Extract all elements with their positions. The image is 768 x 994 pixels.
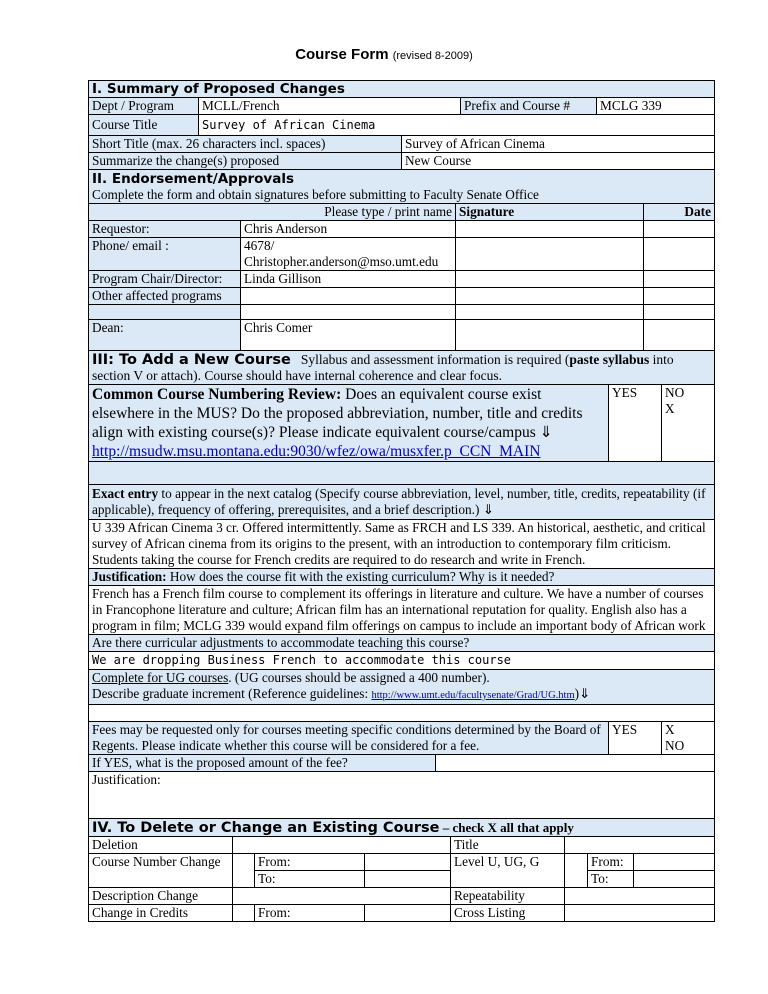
endorsement-instruction: Complete the form and obtain signatures before submitting to Faculty Senate Office (92, 187, 539, 202)
section-summary (88, 80, 715, 136)
description-change-checkbox[interactable] (233, 888, 451, 905)
course-number-change-label: Course Number Change (89, 854, 233, 888)
grad-end: )⇓ (574, 686, 591, 701)
fees-section (88, 721, 715, 819)
grad-text: Describe graduate increment (Reference guidelines: (92, 686, 372, 701)
chair-signature[interactable] (456, 271, 644, 288)
exact-entry-text: to appear in the next catalog (Specify course abbreviation, level, number, title, credits, repeatability (if applicable), frequency of offering, prerequisites, and a brief description.) ⇓ (92, 486, 706, 517)
ccn-question (89, 385, 609, 462)
section-1-heading: I. Summary of Proposed Changes (89, 81, 715, 98)
title-checkbox[interactable] (565, 837, 715, 854)
ug-link-text: Complete for UG courses (92, 670, 229, 685)
requestor-date[interactable] (644, 221, 715, 238)
grad-increment-field[interactable] (89, 705, 715, 722)
level-from-field[interactable] (634, 854, 714, 871)
phone-value: 4678/ (244, 238, 275, 253)
prefix-label: Prefix and Course # (461, 98, 597, 115)
signature-column-header: Signature (456, 204, 644, 221)
section-3-heading: III: To Add a New Course (92, 352, 291, 368)
requestor-field[interactable]: Chris Anderson (241, 221, 456, 238)
cross-listing-checkbox[interactable] (565, 905, 715, 922)
other-programs-signature[interactable] (456, 288, 644, 305)
ug-prompt (89, 670, 715, 705)
dean-field[interactable]: Chris Comer (241, 320, 456, 351)
fee-amount-question: If YES, what is the proposed amount of the fee? (89, 755, 436, 772)
requestor-signature[interactable] (456, 221, 644, 238)
course-number-to-field[interactable] (365, 871, 450, 887)
section-summary-2 (88, 135, 715, 170)
requestor-label: Requestor: (89, 221, 241, 238)
repeatability-label: Repeatability (451, 888, 565, 905)
phone-field[interactable] (241, 238, 456, 271)
section-new-course (88, 350, 715, 722)
dept-label: Dept / Program (89, 98, 199, 115)
adjustment-field[interactable]: We are dropping Business French to accommodate this course (89, 652, 715, 670)
name-column-header: Please type / print name (89, 204, 456, 221)
page-title (0, 46, 768, 63)
credits-checkbox[interactable] (233, 905, 255, 922)
adjustment-question: Are there curricular adjustments to accommodate teaching this course? (89, 635, 715, 652)
repeatability-checkbox[interactable] (565, 888, 715, 905)
phone-signature[interactable] (456, 238, 644, 271)
dean-signature[interactable] (456, 320, 644, 351)
dean-date[interactable] (644, 320, 715, 351)
grad-link[interactable]: http://www.umt.edu/facultysenate/Grad/UG.htm (371, 690, 575, 701)
course-number-from-field[interactable] (365, 854, 450, 871)
course-number-checkbox[interactable] (233, 854, 255, 888)
section-4-note: – check X all that apply (439, 820, 574, 835)
fees-no-mark: X (665, 722, 675, 737)
deletion-checkbox[interactable] (233, 837, 451, 854)
ccn-no-mark: X (665, 401, 675, 416)
section-3-note-bold: paste syllabus (569, 352, 650, 367)
chair-field[interactable]: Linda Gillison (241, 271, 456, 288)
course-form (88, 80, 714, 922)
fee-justification-label: Justification: (92, 772, 161, 787)
ccn-answer-field[interactable] (89, 462, 715, 485)
title-label: Title (451, 837, 565, 854)
exact-entry-prompt (89, 485, 715, 520)
course-title-field[interactable]: Survey of African Cinema (199, 115, 715, 136)
fee-justification-field[interactable] (89, 772, 715, 819)
date-column-header: Date (644, 204, 715, 221)
fee-amount-field[interactable] (436, 755, 715, 772)
prefix-field[interactable]: MCLG 339 (597, 98, 715, 115)
ccn-link[interactable]: http://msudw.msu.montana.edu:9030/wfez/owa/musxfer.p_CCN_MAIN (92, 443, 541, 460)
fees-no-label: NO (665, 738, 685, 753)
phone-date[interactable] (644, 238, 715, 271)
exact-entry-field[interactable]: U 339 African Cinema 3 cr. Offered intermittently. Same as FRCH and LS 339. An historical, aesthetic, and critical survey of African cinema from its origins to the present, with an introduction to contemporary film criticism. Students taking the course for French credits are required to do research and write in French. (89, 520, 715, 569)
other-programs-date[interactable] (644, 288, 715, 305)
short-title-field[interactable]: Survey of African Cinema (402, 136, 715, 153)
section-change-course (88, 818, 715, 922)
phone-label: Phone/ email : (89, 238, 241, 271)
description-change-label: Description Change (89, 888, 233, 905)
cross-listing-label: Cross Listing (451, 905, 565, 922)
section-endorsement (88, 169, 715, 351)
section-4-heading: IV. To Delete or Change an Existing Course (92, 820, 440, 836)
revision-note: (revised 8-2009) (392, 50, 473, 62)
section-3-note: Syllabus and assessment information is required ( (300, 352, 570, 367)
ccn-no-label: NO (665, 385, 685, 400)
credits-from: From: (255, 905, 365, 922)
level-to: To: (591, 871, 609, 886)
ccn-yes-cell[interactable] (609, 385, 662, 462)
course-number-to: To: (258, 871, 276, 886)
dept-field[interactable]: MCLL/French (199, 98, 461, 115)
ccn-text: Does an equivalent course exist elsewhere in the MUS? Do the proposed abbreviation, number, title and credits align with existing course(s)? Please indicate equivalent course/campus ⇓ (92, 386, 583, 441)
chair-label: Program Chair/Director: (89, 271, 241, 288)
fees-yes-label: YES (612, 722, 638, 737)
exact-entry-bold: Exact entry (92, 486, 159, 501)
email-value: Christopher.anderson@mso.umt.edu (244, 254, 439, 269)
section-2-heading: II. Endorsement/Approvals (92, 171, 294, 187)
level-to-field[interactable] (634, 871, 714, 887)
level-from: From: (588, 854, 633, 871)
fees-text: Fees may be requested only for courses meeting specific conditions determined by the Board of Regents. Please indicate whether this course will be considered for a fee. (89, 722, 609, 755)
justification-text: How does the course fit with the existing curriculum? Why is it needed? (166, 569, 555, 584)
ug-text: . (UG courses should be assigned a 400 number). (228, 670, 490, 685)
ccn-no-cell[interactable] (662, 385, 715, 462)
section-3-note-end: into section V or attach). Course should have internal coherence and clear focus. (92, 352, 674, 383)
course-number-from: From: (255, 854, 364, 871)
ccn-yes-label: YES (612, 385, 638, 400)
form-title: Course Form (295, 46, 389, 63)
fees-yes-cell[interactable] (609, 722, 662, 755)
other-programs-field[interactable] (241, 288, 456, 305)
summarize-field[interactable]: New Course (402, 153, 715, 170)
dean-label: Dean: (89, 320, 241, 351)
level-checkbox[interactable] (565, 854, 588, 888)
level-label: Level U, UG, G (451, 854, 565, 888)
justification-bold: Justification: (92, 569, 167, 584)
justification-field[interactable]: French has a French film course to complement its offerings in literature and culture. We have a number of courses in Francophone literature and culture; African film has an international reputation for quality. English also has a program in film; MCLG 339 would expand film offerings on campus to include an important body of African work (89, 586, 715, 635)
chair-date[interactable] (644, 271, 715, 288)
other-programs-label: Other affected programs (89, 288, 241, 305)
course-title-label: Course Title (89, 115, 199, 136)
summarize-label: Summarize the change(s) proposed (89, 153, 402, 170)
change-in-credits-label: Change in Credits (89, 905, 233, 922)
justification-prompt (89, 569, 715, 586)
credits-from-field[interactable] (365, 905, 451, 922)
short-title-label: Short Title (max. 26 characters incl. spaces) (89, 136, 402, 153)
deletion-label: Deletion (89, 837, 233, 854)
ccn-bold: Common Course Numbering Review: (92, 386, 342, 403)
fees-no-cell[interactable] (662, 722, 715, 755)
